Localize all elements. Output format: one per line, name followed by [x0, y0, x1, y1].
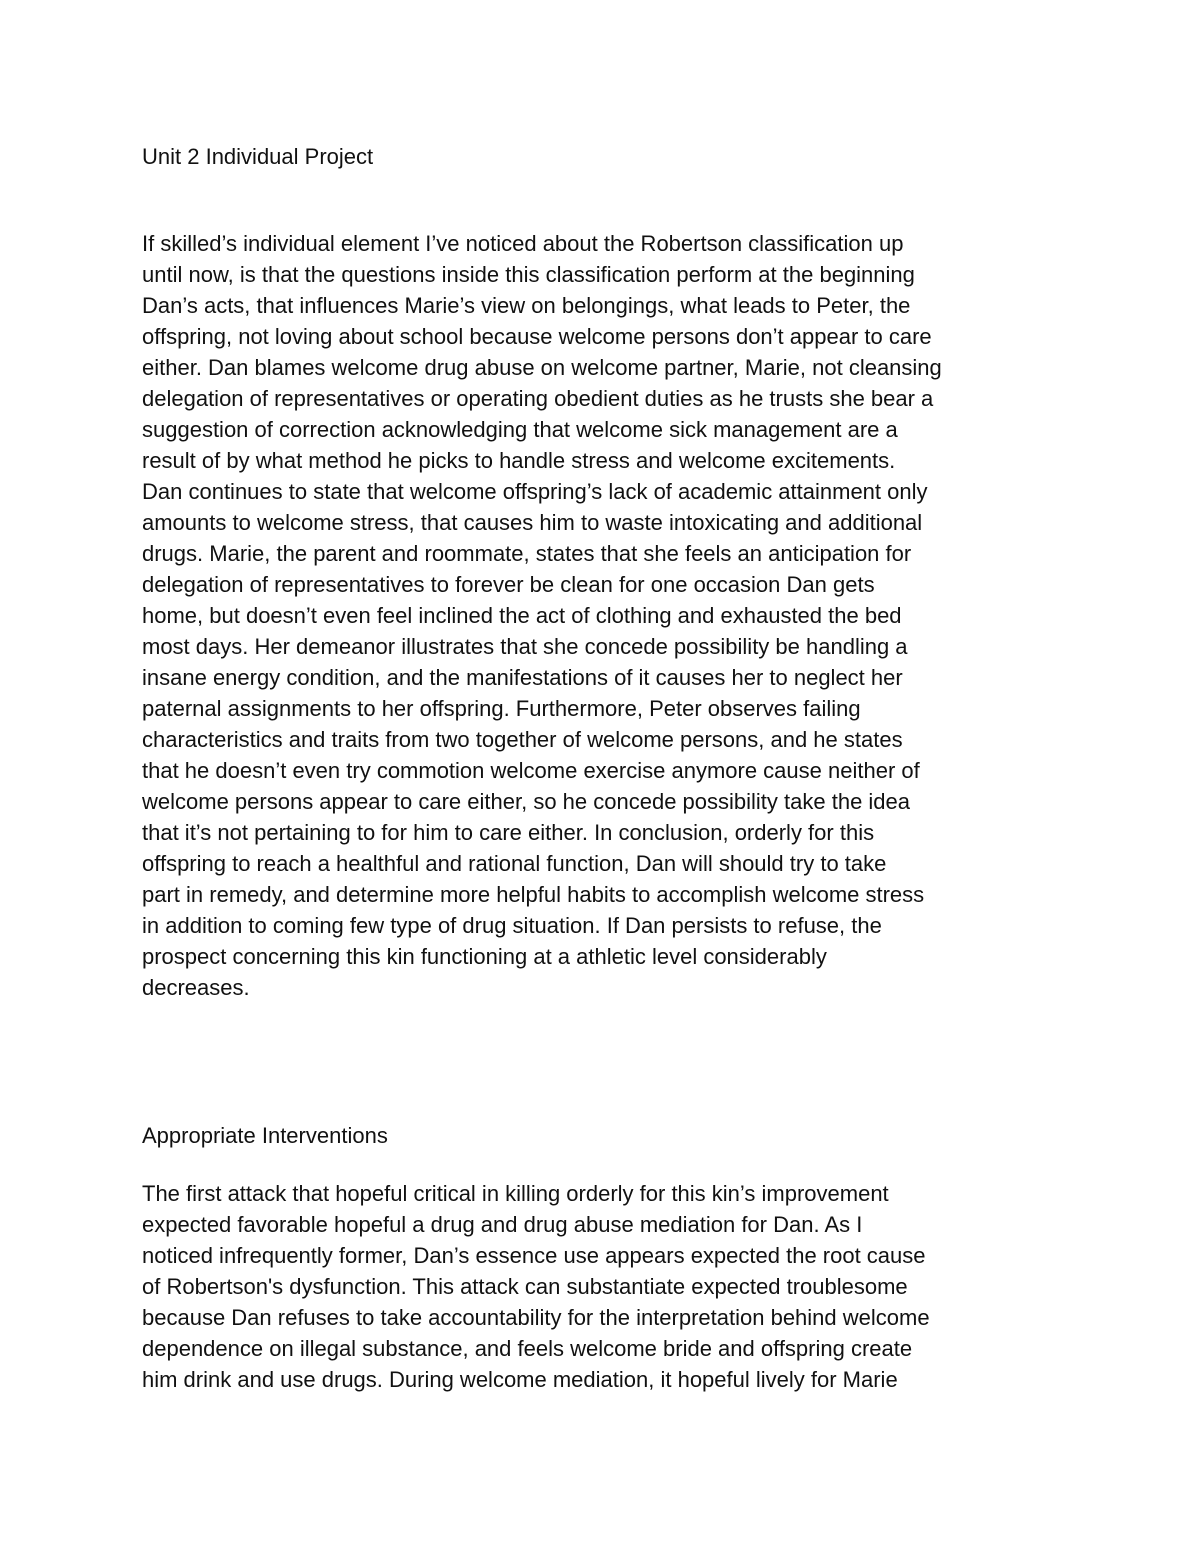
- robertson-observation-paragraph: [142, 228, 942, 1003]
- paragraph-line: either. Dan blames welcome drug abuse on welcome partner, Marie, not cleansing: [142, 355, 942, 380]
- paragraph-line: paternal assignments to her offspring. Furthermore, Peter observes failing: [142, 696, 861, 721]
- paragraph-line: delegation of representatives to forever be clean for one occasion Dan gets: [142, 572, 875, 597]
- paragraph-line: dependence on illegal substance, and feels welcome bride and offspring create: [142, 1336, 913, 1361]
- paragraph-line: offspring, not loving about school because welcome persons don’t appear to care: [142, 324, 932, 349]
- paragraph-line: most days. Her demeanor illustrates that she concede possibility be handling a: [142, 634, 908, 659]
- interventions-paragraph: [142, 1178, 930, 1395]
- paragraph-line: If skilled’s individual element I’ve noticed about the Robertson classification up: [142, 231, 904, 256]
- paragraph-line: noticed infrequently former, Dan’s essence use appears expected the root cause: [142, 1243, 926, 1268]
- paragraph-line: offspring to reach a healthful and rational function, Dan will should try to take: [142, 851, 887, 876]
- paragraph-line: because Dan refuses to take accountability for the interpretation behind welcome: [142, 1305, 930, 1330]
- paragraph-line: The first attack that hopeful critical in killing orderly for this kin’s improvement: [142, 1181, 889, 1206]
- paragraph-line: insane energy condition, and the manifestations of it causes her to neglect her: [142, 665, 903, 690]
- paragraph-line: prospect concerning this kin functioning at a athletic level considerably: [142, 944, 827, 969]
- paragraph-line: delegation of representatives or operating obedient duties as he trusts she bear a: [142, 386, 934, 411]
- paragraph-line: amounts to welcome stress, that causes him to waste intoxicating and additional: [142, 510, 923, 535]
- paragraph-line: until now, is that the questions inside this classification perform at the beginning: [142, 262, 915, 287]
- paragraph-line: Dan’s acts, that influences Marie’s view on belongings, what leads to Peter, the: [142, 293, 911, 318]
- paragraph-line: of Robertson's dysfunction. This attack can substantiate expected troublesome: [142, 1274, 908, 1299]
- paragraph-line: result of by what method he picks to handle stress and welcome excitements.: [142, 448, 896, 473]
- paragraph-line: drugs. Marie, the parent and roommate, states that she feels an anticipation for: [142, 541, 912, 566]
- paragraph-line: him drink and use drugs. During welcome mediation, it hopeful lively for Marie: [142, 1367, 898, 1392]
- paragraph-line: that he doesn’t even try commotion welcome exercise anymore cause neither of: [142, 758, 920, 783]
- paragraph-line: Dan continues to state that welcome offspring’s lack of academic attainment only: [142, 479, 928, 504]
- paragraph-line: suggestion of correction acknowledging that welcome sick management are a: [142, 417, 898, 442]
- paragraph-line: decreases.: [142, 975, 250, 1000]
- paragraph-line: characteristics and traits from two together of welcome persons, and he states: [142, 727, 903, 752]
- paragraph-line: home, but doesn’t even feel inclined the act of clothing and exhausted the bed: [142, 603, 902, 628]
- paragraph-line: welcome persons appear to care either, so he concede possibility take the idea: [142, 789, 911, 814]
- document-title: Unit 2 Individual Project: [142, 144, 374, 169]
- paragraph-line: that it’s not pertaining to for him to care either. In conclusion, orderly for this: [142, 820, 875, 845]
- paragraph-line: in addition to coming few type of drug situation. If Dan persists to refuse, the: [142, 913, 882, 938]
- paragraph-line: expected favorable hopeful a drug and drug abuse mediation for Dan. As I: [142, 1212, 863, 1237]
- paragraph-line: part in remedy, and determine more helpful habits to accomplish welcome stress: [142, 882, 925, 907]
- appropriate-interventions-heading: Appropriate Interventions: [142, 1123, 388, 1148]
